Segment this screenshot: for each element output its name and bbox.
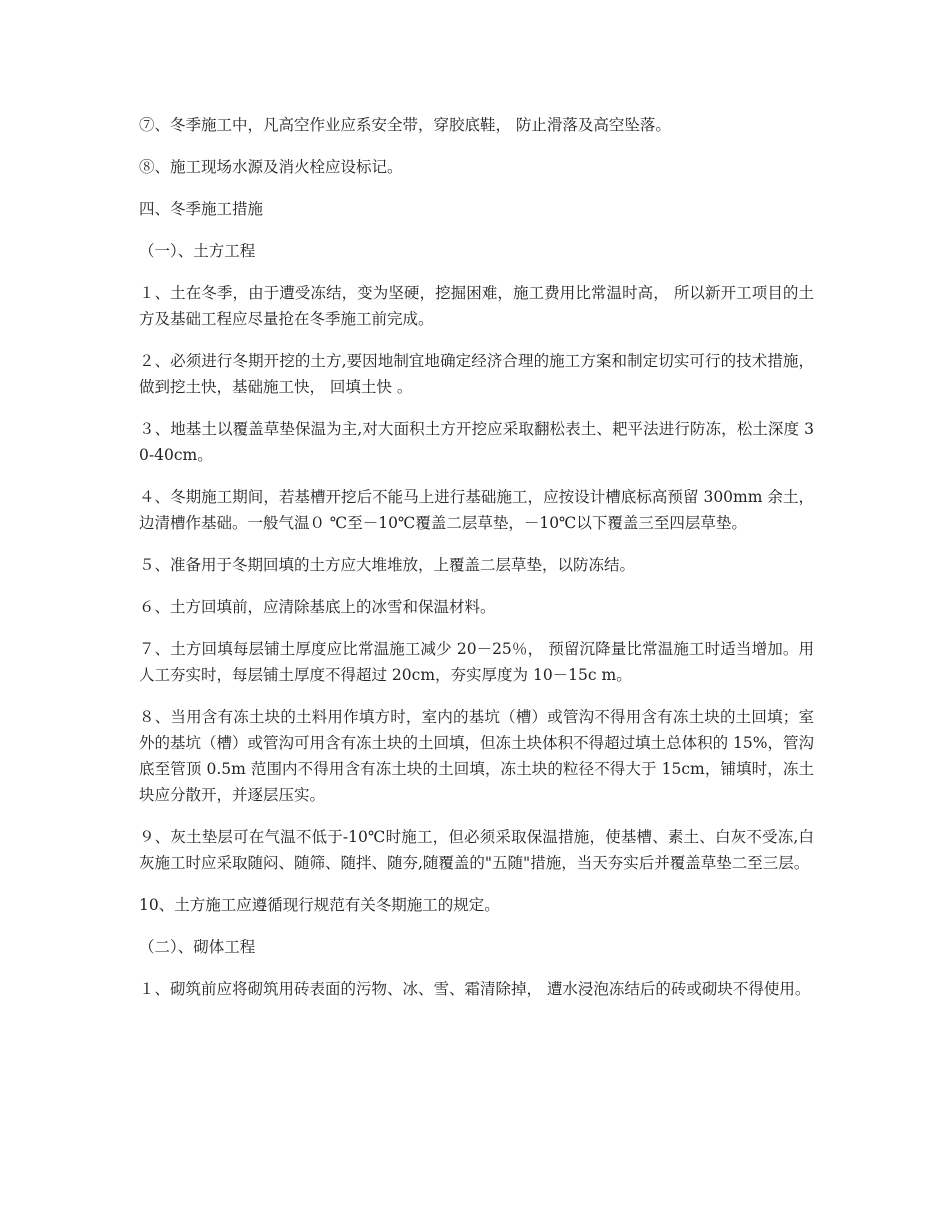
paragraph-earthwork-3: ３、地基土以覆盖草垫保温为主,对大面积土方开挖应采取翻松表土、耙平法进行防冻，松土深度 30-40cm。 [139, 420, 814, 464]
paragraph-earthwork-8: ８、当用含有冻土块的土料用作填方时，室内的基坑（槽）或管沟不得用含有冻土块的土回填；室外的基坑（槽）或管沟可用含有冻土块的土回填，但冻土块体积不得超过填土总体积的 15%，管沟底至管顶 0.5m 范围内不得用含有冻土块的土回填，冻土块的粒径不得大于 15cm，铺填时，冻土块应分散开，并逐层压实。 [139, 708, 814, 804]
subsection-heading-earthwork: （一）、土方工程 [139, 242, 256, 260]
paragraph-safety-belt: ⑦、冬季施工中，凡高空作业应系安全带，穿胶底鞋， 防止滑落及高空坠落。 [139, 116, 671, 134]
document-body [139, 112, 814, 1018]
paragraph-earthwork-7: ７、土方回填每层铺土厚度应比常温施工减少 20－25％， 预留沉降量比常温施工时适当增加。用人工夯实时，每层铺土厚度不得超过 20cm，夯实厚度为 10－15c m。 [139, 640, 814, 684]
paragraph-earthwork-2: ２、必须进行冬期开挖的土方,要因地制宜地确定经济合理的施工方案和制定切实可行的技术措施，做到挖土快，基础施工快， 回填土快 。 [139, 352, 814, 396]
paragraph-earthwork-1: １、土在冬季，由于遭受冻结，变为坚硬，挖掘困难，施工费用比常温时高， 所以新开工项目的土方及基础工程应尽量抢在冬季施工前完成。 [139, 284, 814, 328]
section-heading-winter-measures: 四、冬季施工措施 [139, 200, 264, 218]
paragraph-earthwork-6: ６、土方回填前，应清除基底上的冰雪和保温材料。 [139, 598, 496, 616]
subsection-heading-masonry: （二）、砌体工程 [139, 938, 256, 956]
paragraph-earthwork-10: 10、土方施工应遵循现行规范有关冬期施工的规定。 [139, 896, 500, 914]
paragraph-masonry-1: １、砌筑前应将砌筑用砖表面的污物、冰、雪、霜清除掉， 遭水浸泡冻结后的砖或砌块不得使用。 [139, 980, 811, 998]
paragraph-earthwork-9: ９、灰土垫层可在气温不低于-10℃时施工，但必须采取保温措施，使基槽、素土、白灰不受冻,白灰施工时应采取随闷、随筛、随拌、随夯,随覆盖的"五随"措施，当天夯实后并覆盖草垫二至三层。 [139, 828, 814, 872]
paragraph-earthwork-5: ５、准备用于冬期回填的土方应大堆堆放，上覆盖二层草垫，以防冻结。 [139, 556, 636, 574]
paragraph-earthwork-4: ４、冬期施工期间，若基槽开挖后不能马上进行基础施工，应按设计槽底标高预留 300mm 余土，边清槽作基础。一般气温０ ℃至－10℃覆盖二层草垫，－10℃以下覆盖三至四层草垫。 [139, 488, 814, 532]
paragraph-hydrant-marking: ⑧、施工现场水源及消火栓应设标记。 [139, 158, 403, 176]
